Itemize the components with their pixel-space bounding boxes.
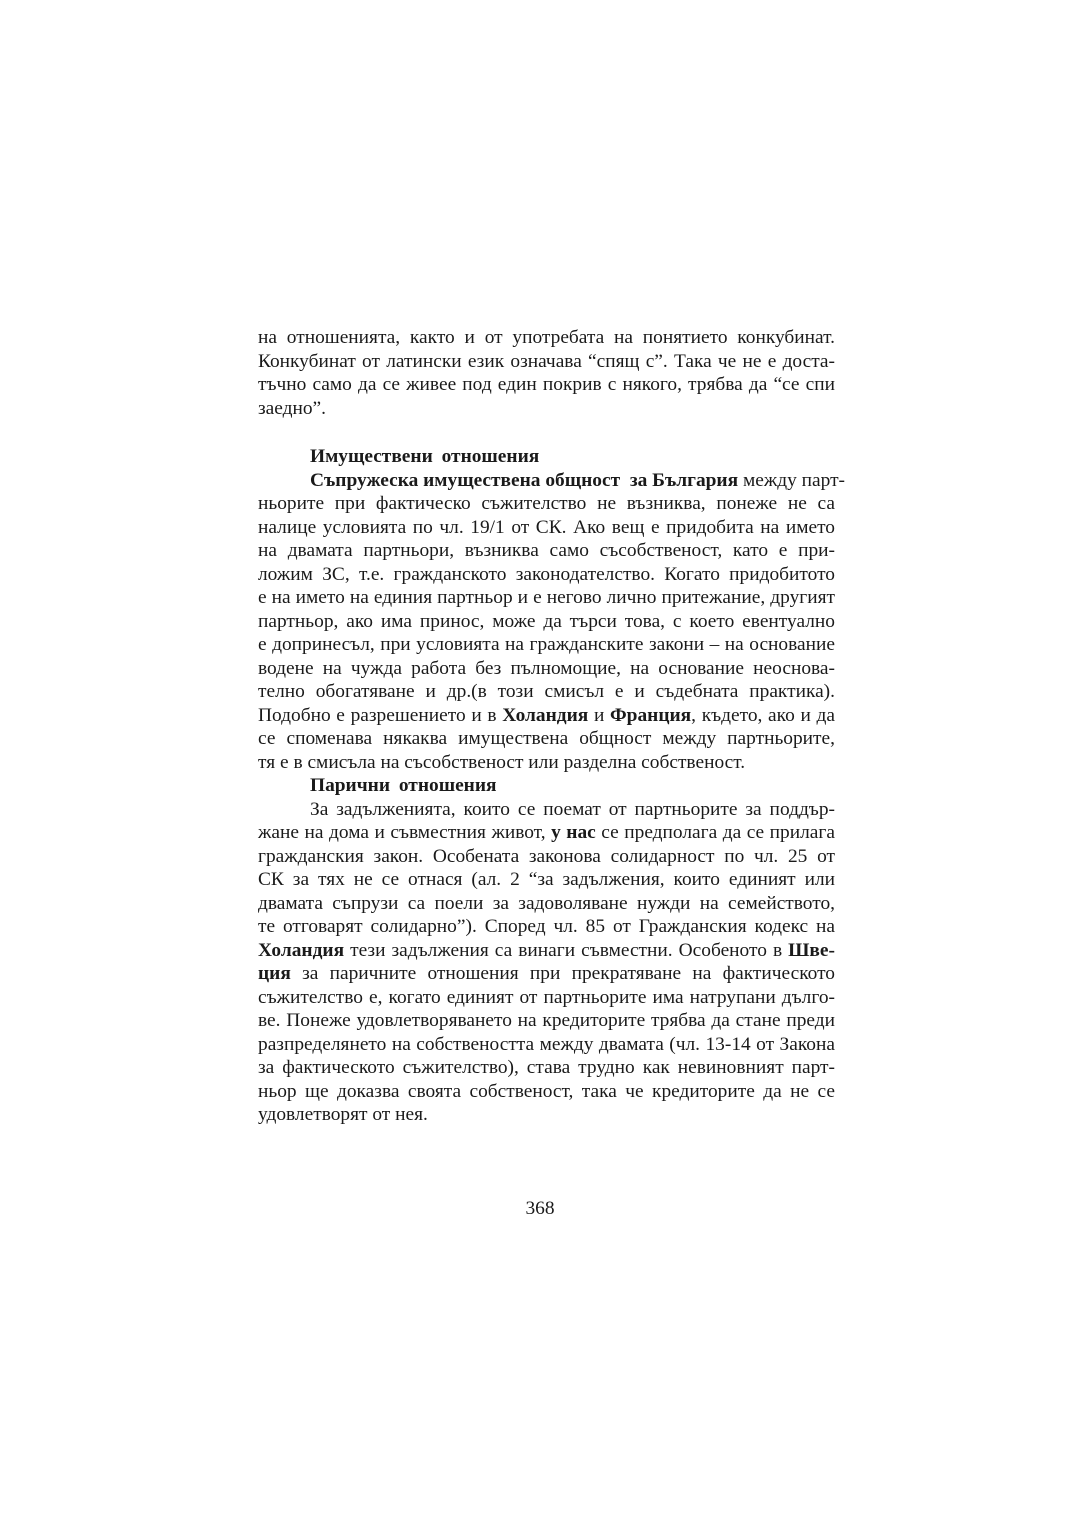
text-line: е на името на единия партньор и е негово лично притежание, другият <box>258 587 835 608</box>
text-line <box>258 939 835 963</box>
text-line: ньорите при фактическо съжителство не възниква, понеже не са <box>258 493 835 514</box>
text-line <box>258 821 835 845</box>
text-fragment: жане на дома и съвместния живот, <box>258 822 546 843</box>
text-fragment: тези задължения са винаги съвместни. Особеното в <box>350 939 783 961</box>
text-fragment: , където, ако и да <box>691 704 835 726</box>
text-line: гражданския закон. Особената законова солидарност по чл. 25 от <box>258 845 835 867</box>
bold-term: ция <box>258 963 291 984</box>
text-line: двамата съпрузи са поели за задоволяване нужди на семейството, <box>258 892 835 914</box>
bold-term: за България <box>629 469 739 491</box>
bold-term: Холандия <box>502 704 589 726</box>
text-fragment: и <box>593 704 605 726</box>
text-line: е допринесъл, при условията на гражданските закони – на основание <box>258 634 835 655</box>
section-heading-monetary: Парични отношения <box>310 775 497 796</box>
bold-term: Съпружеска имуществена общност <box>310 469 621 491</box>
text-line: ложим ЗС, т.е. гражданското законодателство. Когато придобитото <box>258 563 835 585</box>
text-line: ньор ще доказва своята собственост, така че кредиторите да не се <box>258 1080 835 1102</box>
body-text <box>258 326 846 1127</box>
text-line: Конкубинат от латински език означава “спящ с”. Така че не е доста- <box>258 350 835 372</box>
text-line: телно обогатяване и др.(в този смисъл е и съдебната практика). <box>258 681 835 702</box>
text-line <box>258 704 835 728</box>
text-line <box>258 469 846 493</box>
text-line: водене на чужда работа без пълномощие, на основание неоснова- <box>258 657 835 679</box>
bold-term: Шве- <box>788 939 835 961</box>
text-line: те отговарят солидарно”). Според чл. 85 от Гражданския кодекс на <box>258 916 835 937</box>
text-line: съжителство е, когато единият от партньорите има натрупани дълго- <box>258 986 835 1008</box>
page-number: 368 <box>525 1198 555 1219</box>
bold-term: Холандия <box>258 939 345 961</box>
text-line <box>258 962 835 986</box>
bold-term: Франция <box>610 704 692 726</box>
paragraph-gap <box>258 420 835 445</box>
text-line: заедно”. <box>258 397 327 419</box>
text-fragment: Подобно е разрешението и в <box>258 704 497 726</box>
text-line: тя е в смисъла на съсобственост или разделна собственост. <box>258 751 746 773</box>
text-line: на двамата партньори, възниква само съсобственост, като е при- <box>258 540 835 561</box>
text-line: разпределянето на собствеността между двамата (чл. 13-14 от Закона <box>258 1033 835 1055</box>
section-heading-property: Имуществени отношения <box>310 446 540 467</box>
text-line: партньор, ако има принос, може да търси това, с което евентуално <box>258 610 835 632</box>
text-fragment: между парт- <box>742 469 846 491</box>
text-line: За задълженията, които се поемат от партньорите за поддър- <box>310 798 835 820</box>
text-line: за фактическото съжителство), става трудно как невиновният парт- <box>258 1057 835 1078</box>
text-fragment: за паричните отношения при прекратяване на фактическото <box>302 963 835 984</box>
bold-term: у нас <box>551 822 596 843</box>
text-fragment: се предполага да се прилага <box>601 822 835 843</box>
text-line: ве. Понеже удовлетворяването на кредиторите трябва да стане преди <box>258 1010 835 1031</box>
text-line: удовлетворят от нея. <box>258 1104 428 1125</box>
text-line: СК за тях не се отнася (ал. 2 “за задължения, които единият или <box>258 869 835 890</box>
text-line: се споменава някаква имуществена общност между партньорите, <box>258 728 835 749</box>
text-line: тъчно само да се живее под един покрив с някого, трябва да “се спи <box>258 374 835 395</box>
text-line: на отношенията, както и от употребата на понятието конкубинат. <box>258 327 835 348</box>
text-line: налице условията по чл. 19/1 от СК. Ако вещ е придобита на името <box>258 516 835 538</box>
